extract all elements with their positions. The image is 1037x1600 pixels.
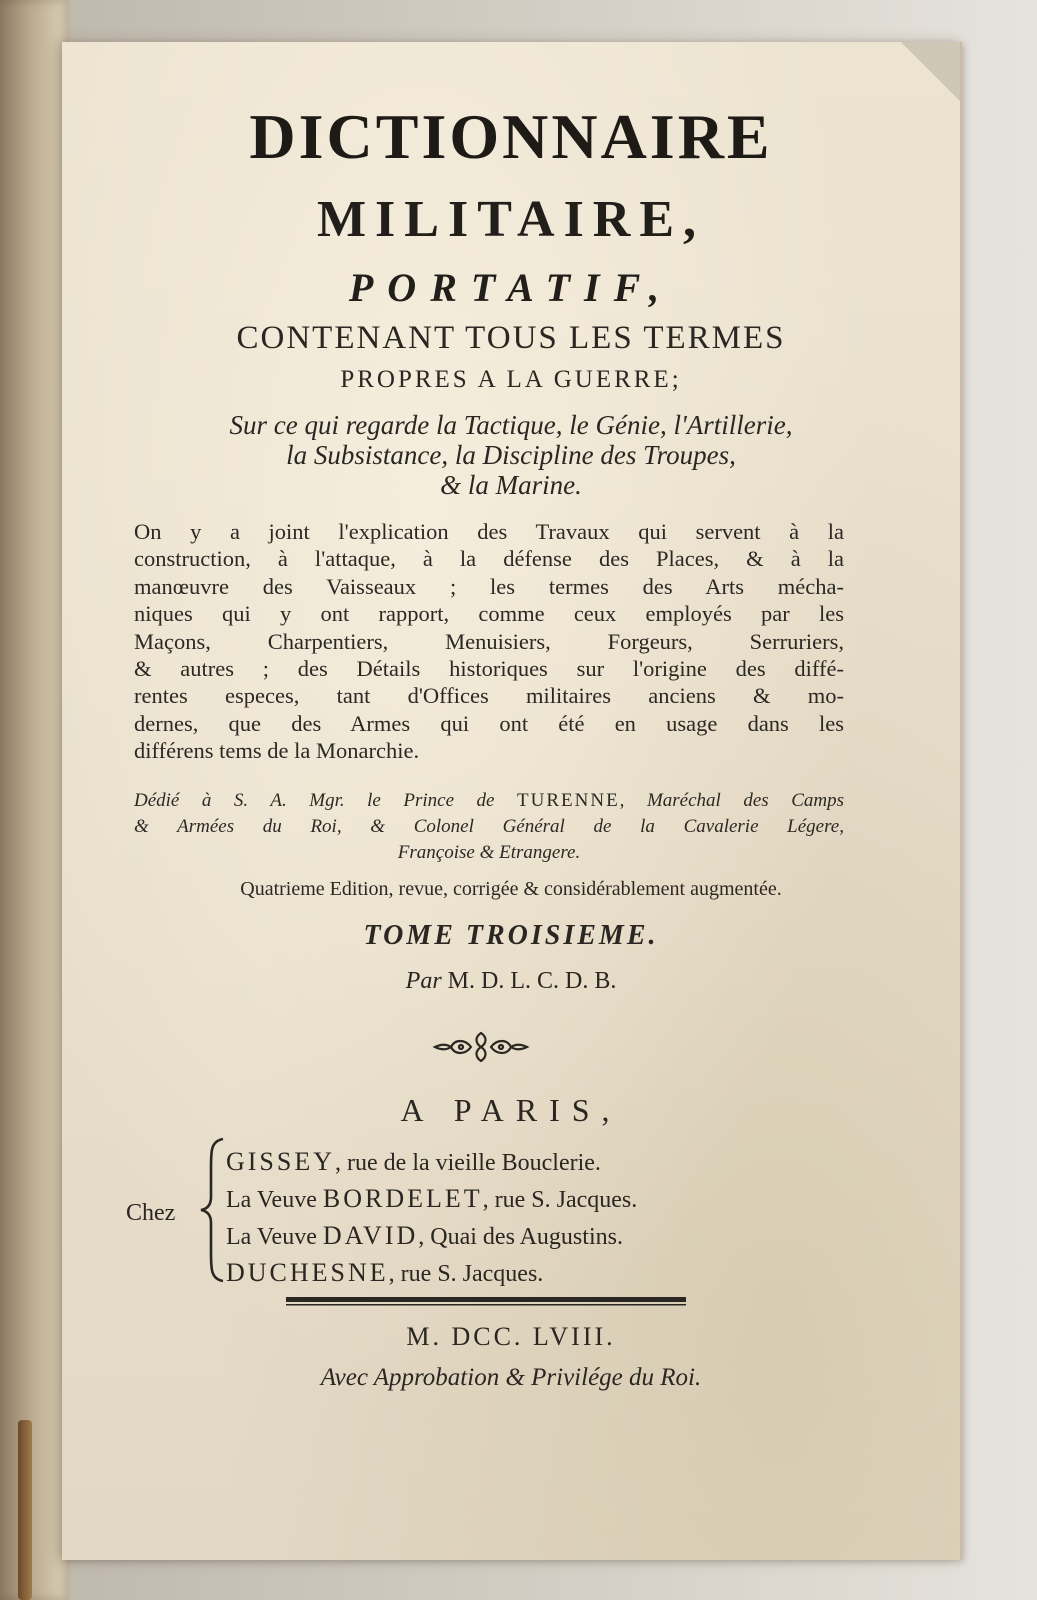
description-line: On y a joint l'explication des Travaux qui servent à la [134, 519, 844, 544]
subtitle-line-2: PROPRES A LA GUERRE; [340, 366, 682, 393]
title-line-2: MILITAIRE, [316, 191, 706, 248]
publisher-name: DUCHESNE [226, 1258, 389, 1287]
publisher-address: , rue S. Jacques. [388, 1261, 544, 1287]
publisher-name: DAVID [322, 1221, 419, 1250]
publisher-name: GISSEY [226, 1147, 336, 1176]
description-line: construction, à l'attaque, à la défense des Places, & à la [134, 546, 844, 572]
author-prefix: Par [405, 968, 442, 994]
publisher-address: , Quai des Augustins. [418, 1224, 623, 1250]
description-paragraph [134, 518, 844, 765]
italic-subject-line-2: la Subsistance, la Discipline des Troupes, [286, 440, 736, 470]
dedication-line-2: & Armées du Roi, & Colonel Général de la Cavalerie Légere, [134, 816, 844, 837]
publisher-prefix: La Veuve [226, 1224, 323, 1250]
dedication-prefix: Dédié à S. A. Mgr. le Prince de [134, 790, 495, 811]
italic-subject-line-1: Sur ce qui regarde la Tactique, le Génie, l'Artillerie, [229, 410, 793, 440]
dedication-line-3: Françoise & Etrangere. [397, 842, 581, 863]
approbation-line: Avec Approbation & Privilége du Roi. [320, 1364, 702, 1391]
title-page [62, 42, 962, 1560]
double-rule [286, 1297, 686, 1307]
publisher-name: BORDELET [322, 1184, 483, 1213]
publisher-address: , rue S. Jacques. [482, 1187, 638, 1213]
subtitle-line-1: CONTENANT TOUS LES TERMES [236, 320, 786, 356]
author-line [62, 968, 960, 995]
publishers-list [226, 1144, 866, 1292]
description-line: Maçons, Charpentiers, Menuisiers, Forgeurs, Serruriers, [134, 628, 844, 654]
dedication-suffix: , Maréchal des Camps [619, 790, 844, 811]
publisher-entry [226, 1255, 866, 1292]
book-cover-board [0, 0, 70, 1600]
description-line: manœuvre des Vaisseaux ; les termes des Arts mécha- [134, 573, 844, 599]
title-page-content [62, 42, 960, 1560]
description-line: différens tems de la Monarchie. [134, 738, 420, 764]
description-line: niques qui y ont rapport, comme ceux employés par les [134, 601, 844, 627]
publication-date: M. DCC. LVIII. [406, 1322, 616, 1351]
title-line-1: DICTIONNAIRE [249, 101, 773, 172]
edition-statement: Quatrieme Edition, revue, corrigée & considérablement augmentée. [240, 878, 782, 900]
fleuron-ornament-icon [431, 1027, 531, 1067]
publisher-address: , rue de la vieille Bouclerie. [335, 1150, 601, 1176]
italic-subject-line-3: & la Marine. [440, 470, 582, 500]
chez-label: Chez [126, 1200, 176, 1226]
description-line: & autres ; des Détails historiques sur l'origine des diffé- [134, 656, 844, 682]
description-line: dernes, que des Armes qui ont été en usage dans les [134, 710, 844, 736]
publisher-prefix: La Veuve [226, 1187, 323, 1213]
place-of-publication: A PARIS, [400, 1092, 622, 1128]
dedication [134, 788, 844, 866]
tome-number: TOME TROISIEME. [363, 920, 659, 951]
publisher-entry [226, 1181, 866, 1218]
publisher-entry [226, 1218, 866, 1255]
curly-brace-icon [197, 1137, 227, 1283]
author-initials: M. D. L. C. D. B. [447, 968, 617, 994]
title-line-3: PORTATIF, [348, 265, 674, 310]
dedication-line-1 [134, 788, 844, 814]
dedication-name: TURENNE [517, 790, 620, 811]
publisher-entry [226, 1144, 866, 1181]
description-line: rentes especes, tant d'Offices militaires anciens & mo- [134, 683, 844, 709]
spine-edge [18, 1420, 32, 1600]
